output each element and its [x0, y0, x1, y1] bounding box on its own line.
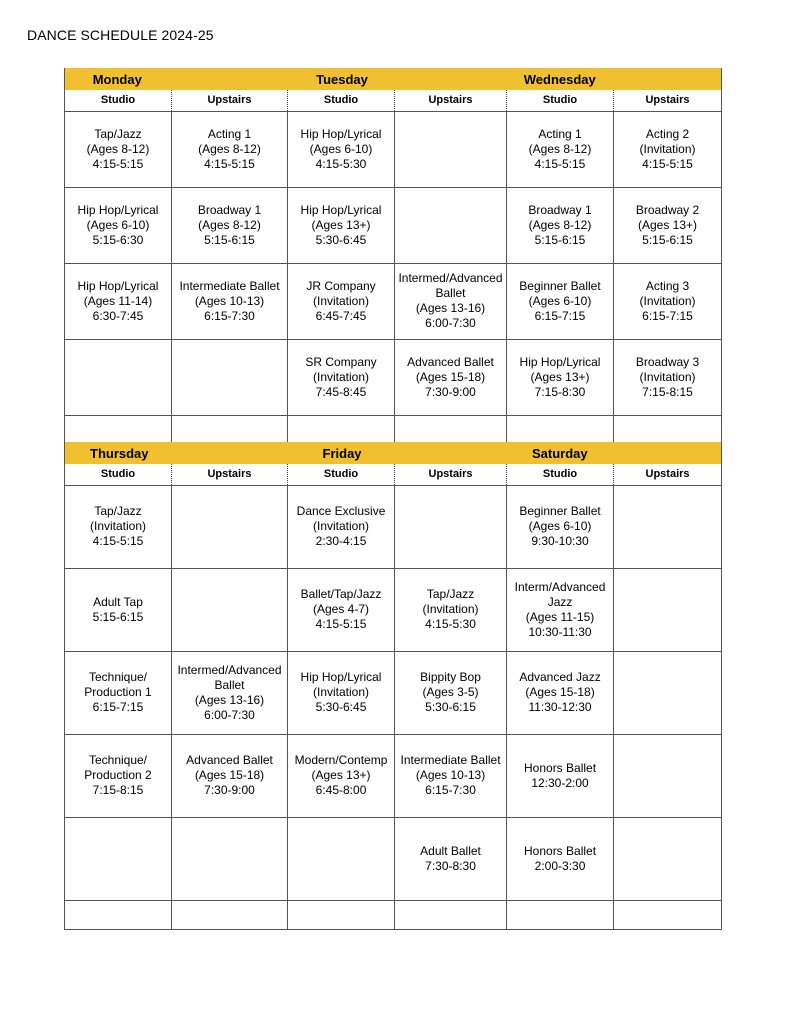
class-cell [507, 485, 614, 568]
class-cell [172, 734, 288, 817]
class-line: 4:15-5:15 [92, 534, 144, 548]
class-cell [507, 568, 614, 651]
class-line: 9:30-10:30 [531, 534, 589, 548]
class-line: (Invitation) [89, 519, 147, 533]
class-cell [65, 187, 172, 263]
class-cell [172, 111, 288, 187]
class-cell [507, 817, 614, 900]
class-line: 6:15-7:15 [92, 700, 144, 714]
class-line: (Ages 6-10) [528, 293, 592, 308]
class-line: (Invitation) [312, 293, 370, 308]
empty-cell [395, 187, 507, 263]
room-header-studio: Studio [507, 90, 614, 111]
class-line: (Ages 15-18) [194, 768, 265, 782]
class-line: Broadway 1 [528, 202, 592, 217]
class-line: Intermediate Ballet [179, 278, 280, 293]
class-line: (Ages 6-10) [528, 519, 592, 533]
empty-cell [65, 900, 172, 929]
empty-cell [288, 415, 395, 442]
class-cell [507, 651, 614, 734]
class-cell [614, 187, 722, 263]
class-line: (Ages 13-16) [194, 692, 265, 707]
class-line: 6:45-8:00 [315, 783, 367, 797]
day-friday [288, 442, 507, 464]
document-title: DANCE SCHEDULE 2024-25 [27, 27, 214, 43]
day-tuesday [288, 68, 507, 90]
class-line: 4:15-5:30 [425, 617, 476, 631]
class-line: Acting 1 [207, 126, 252, 141]
class-line: (Ages 8-12) [528, 217, 592, 232]
room-header-upstairs: Upstairs [172, 90, 288, 111]
class-line: (Invitation) [313, 519, 370, 533]
class-line: Ballet [435, 286, 466, 300]
class-line: Acting 2 [645, 126, 690, 141]
class-cell [507, 734, 614, 817]
class-cell [614, 263, 722, 339]
class-line: (Invitation) [639, 369, 696, 384]
class-line: 6:30-7:45 [92, 308, 144, 323]
class-line: 5:15-6:15 [204, 232, 255, 247]
class-line: Bippity Bop [420, 670, 481, 684]
class-line: Hip Hop/Lyrical [77, 278, 159, 293]
class-line: 10:30-11:30 [528, 624, 592, 639]
empty-cell [172, 817, 288, 900]
class-cell [395, 734, 507, 817]
class-cell [614, 111, 722, 187]
class-cell [172, 187, 288, 263]
room-header-studio: Studio [288, 464, 395, 485]
empty-cell [614, 415, 722, 442]
empty-cell [395, 900, 507, 929]
room-header-upstairs: Upstairs [614, 90, 722, 111]
class-line: 6:15-7:30 [425, 783, 476, 797]
class-line: (Ages 13-16) [415, 301, 486, 315]
class-line: Modern/Contemp [294, 753, 388, 767]
day-label: Thursday [90, 445, 149, 461]
class-line: (Ages 13+) [311, 768, 371, 782]
class-line: Honors Ballet [524, 760, 597, 775]
room-header-upstairs: Upstairs [395, 90, 507, 111]
class-line: Technique/ [88, 670, 148, 684]
class-cell [65, 111, 172, 187]
class-cell [507, 187, 614, 263]
class-line: Tap/Jazz [94, 126, 142, 141]
class-line: Intermed/Advanced [398, 271, 503, 285]
empty-cell [172, 900, 288, 929]
class-line: 4:15-5:15 [92, 156, 144, 171]
class-line: 2:30-4:15 [315, 534, 367, 548]
class-cell [614, 339, 722, 415]
class-line: (Ages 8-12) [198, 141, 261, 156]
class-line: 5:30-6:45 [315, 700, 367, 714]
class-line: 7:30-9:00 [425, 384, 476, 399]
empty-cell [288, 900, 395, 929]
class-line: 5:15-6:15 [642, 232, 693, 247]
schedule-row [65, 900, 722, 929]
class-cell [65, 568, 172, 651]
day-label: Monday [92, 71, 142, 87]
class-line: Adult Ballet [420, 843, 481, 858]
class-line: Acting 3 [645, 278, 690, 293]
day-saturday [507, 442, 722, 464]
class-line: (Ages 3-5) [422, 685, 479, 699]
class-cell [65, 734, 172, 817]
class-line: Production 1 [84, 685, 152, 699]
class-line: (Invitation) [313, 685, 370, 699]
class-line: (Ages 15-18) [525, 685, 595, 699]
class-line: 7:45-8:45 [315, 384, 367, 399]
class-line: 6:45-7:45 [315, 308, 367, 323]
schedule-row [65, 817, 722, 900]
empty-cell [507, 415, 614, 442]
day-monday [65, 68, 288, 90]
class-cell [288, 568, 395, 651]
class-line: (Ages 8-12) [86, 141, 150, 156]
schedule-table-thu-sat [64, 442, 722, 930]
class-cell [288, 734, 395, 817]
class-line: 12:30-2:00 [531, 775, 589, 790]
class-line: 7:30-9:00 [204, 783, 255, 797]
class-line: 4:15-5:15 [204, 156, 255, 171]
class-cell [288, 263, 395, 339]
schedule-row [65, 651, 722, 734]
class-line: (Ages 13+) [530, 369, 590, 384]
class-line: (Ages 10-13) [194, 293, 265, 308]
schedule-row [65, 187, 722, 263]
class-cell [65, 651, 172, 734]
class-line: (Ages 13+) [311, 217, 371, 232]
empty-cell [288, 817, 395, 900]
class-line: 11:30-12:30 [528, 700, 592, 714]
schedule-row [65, 568, 722, 651]
empty-cell [614, 817, 722, 900]
room-header-upstairs: Upstairs [395, 464, 507, 485]
room-header-upstairs: Upstairs [172, 464, 288, 485]
room-header-studio: Studio [65, 464, 172, 485]
class-line: Intermediate Ballet [400, 753, 501, 767]
empty-cell [614, 734, 722, 817]
class-line: Beginner Ballet [519, 504, 601, 518]
class-line: Jazz [547, 594, 573, 609]
class-line: 4:15-5:15 [642, 156, 693, 171]
class-cell [395, 817, 507, 900]
class-cell [288, 187, 395, 263]
room-header-upstairs: Upstairs [614, 464, 722, 485]
room-header-row [65, 464, 722, 485]
class-cell [172, 263, 288, 339]
class-line: 4:15-5:15 [534, 156, 586, 171]
class-cell [507, 339, 614, 415]
empty-cell [395, 415, 507, 442]
class-line: (Invitation) [639, 293, 696, 308]
room-header-studio: Studio [288, 90, 395, 111]
class-line: Tap/Jazz [426, 587, 475, 601]
class-line: 6:00-7:30 [425, 316, 476, 330]
class-line: Intermed/Advanced [177, 662, 282, 677]
class-line: Honors Ballet [524, 843, 597, 858]
class-line: Acting 1 [538, 126, 582, 141]
class-cell [395, 263, 507, 339]
class-line: Advanced Jazz [519, 670, 601, 684]
class-cell [65, 263, 172, 339]
class-line: 5:15-6:30 [92, 232, 144, 247]
day-label: Friday [322, 445, 362, 461]
room-header-studio: Studio [507, 464, 614, 485]
class-line: Tap/Jazz [94, 504, 142, 518]
day-thursday [65, 442, 288, 464]
class-line: (Ages 6-10) [309, 141, 373, 156]
class-cell [288, 111, 395, 187]
class-line: (Ages 4-7) [313, 602, 370, 616]
class-line: 2:00-3:30 [534, 858, 586, 873]
empty-cell [507, 900, 614, 929]
schedule-row [65, 485, 722, 568]
class-line: Dance Exclusive [296, 504, 386, 518]
class-cell [395, 651, 507, 734]
class-line: 4:15-5:30 [315, 156, 367, 171]
empty-cell [172, 568, 288, 651]
empty-cell [614, 485, 722, 568]
class-line: Interm/Advanced [514, 579, 606, 594]
class-cell [172, 651, 288, 734]
class-line: Production 2 [84, 768, 152, 782]
room-header-row [65, 90, 722, 111]
class-cell [288, 485, 395, 568]
class-line: 6:00-7:30 [204, 707, 255, 722]
class-cell [288, 651, 395, 734]
class-line: Advanced Ballet [407, 354, 494, 369]
day-header-row [65, 68, 722, 90]
day-label: Wednesday [523, 71, 596, 87]
class-line: (Ages 10-13) [415, 768, 486, 782]
class-cell [395, 339, 507, 415]
empty-cell [65, 339, 172, 415]
class-line: (Ages 15-18) [415, 369, 486, 384]
class-cell [65, 485, 172, 568]
empty-cell [614, 568, 722, 651]
class-line: (Ages 13+) [637, 217, 698, 232]
class-line: (Ages 11-15) [525, 609, 595, 624]
empty-cell [172, 339, 288, 415]
empty-cell [65, 415, 172, 442]
class-line: (Invitation) [639, 141, 696, 156]
class-line: (Ages 6-10) [86, 217, 150, 232]
class-line: Broadway 2 [635, 202, 700, 217]
class-line: Ballet/Tap/Jazz [300, 587, 382, 601]
class-line: Ballet [214, 677, 245, 692]
empty-cell [395, 485, 507, 568]
class-line: Hip Hop/Lyrical [300, 126, 382, 141]
empty-cell [172, 485, 288, 568]
class-cell [507, 111, 614, 187]
schedule-row [65, 415, 722, 442]
class-line: Adult Tap [93, 594, 143, 609]
class-line: (Ages 11-14) [83, 293, 153, 308]
schedule-table-mon-wed [64, 68, 722, 443]
class-line: Hip Hop/Lyrical [77, 202, 159, 217]
empty-cell [172, 415, 288, 442]
class-line: 5:30-6:15 [425, 700, 476, 714]
class-line: (Ages 8-12) [528, 141, 592, 156]
day-label: Saturday [531, 445, 588, 461]
day-header-row [65, 442, 722, 464]
class-line: Hip Hop/Lyrical [300, 202, 382, 217]
class-line: Beginner Ballet [519, 278, 601, 293]
empty-cell [395, 111, 507, 187]
class-line: Advanced Ballet [186, 753, 273, 767]
class-line: (Invitation) [312, 369, 370, 384]
class-line: 7:15-8:15 [642, 384, 693, 399]
class-line: 6:15-7:30 [204, 308, 255, 323]
class-line: Broadway 1 [197, 202, 262, 217]
class-line: SR Company [305, 354, 377, 369]
empty-cell [614, 651, 722, 734]
class-line: 6:15-7:15 [642, 308, 693, 323]
schedule-row [65, 734, 722, 817]
class-line: Hip Hop/Lyrical [300, 670, 382, 684]
class-line: 4:15-5:15 [315, 617, 367, 631]
class-line: (Invitation) [422, 602, 479, 616]
day-wednesday [507, 68, 722, 90]
class-cell [507, 263, 614, 339]
class-line: (Ages 8-12) [198, 217, 261, 232]
class-line: 7:15-8:15 [92, 783, 144, 797]
schedule-row [65, 263, 722, 339]
class-line: JR Company [306, 278, 376, 293]
empty-cell [65, 817, 172, 900]
room-header-studio: Studio [65, 90, 172, 111]
schedule-row [65, 111, 722, 187]
class-line: Technique/ [88, 753, 148, 767]
class-cell [288, 339, 395, 415]
day-label: Tuesday [316, 71, 368, 87]
class-line: Hip Hop/Lyrical [519, 354, 601, 369]
class-line: 5:15-6:15 [92, 609, 144, 624]
class-line: Broadway 3 [635, 354, 700, 369]
class-line: 6:15-7:15 [534, 308, 586, 323]
class-cell [395, 568, 507, 651]
class-line: 5:30-6:45 [315, 232, 367, 247]
class-line: 7:15-8:30 [534, 384, 586, 399]
empty-cell [614, 900, 722, 929]
schedule-row [65, 339, 722, 415]
class-line: 5:15-6:15 [534, 232, 586, 247]
class-line: 7:30-8:30 [425, 858, 476, 873]
